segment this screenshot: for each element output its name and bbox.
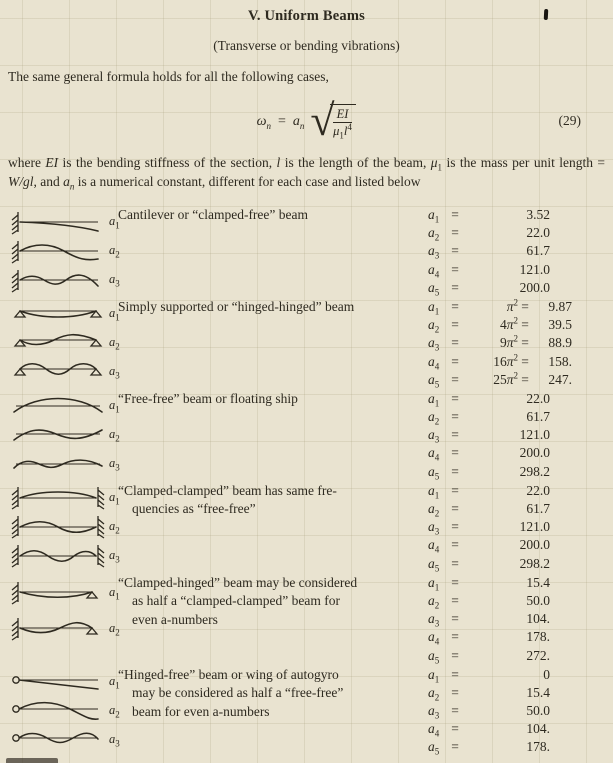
a-value-row: $a_1$ = 3.52 [428,207,550,225]
a-value-row: $a_3$ = 121.0 [428,519,550,537]
a-value-row: $a_3$ = 61.7 [428,243,550,262]
hinged-hinged-mode-2-diagram [8,329,108,355]
mode-row [8,265,118,294]
formula [256,96,357,145]
mode-label: $a_3$ [109,547,120,565]
free-free-mode-3-diagram [8,450,108,476]
fraction [333,107,353,139]
mode-label: $a_1$ [109,585,120,602]
mode-label: $a_3$ [109,455,120,473]
clamped-hinged-mode-2-diagram [8,616,108,642]
equation-29 [8,95,605,149]
case-description: Simply supported or “hinged-hinged” beam [118,298,355,314]
equals-sign: = [278,114,286,129]
a-value-row: $a_2$ = 50.0 [428,592,550,611]
case-description: Cantilever or “clamped-free” beam [118,207,309,222]
formula-lhs: $\omega_n$ [256,114,271,131]
free-free-mode-2-diagram [8,421,108,447]
a-value-row: $a_1$ = 0 [428,666,550,685]
mode-label: $a_3$ [109,731,120,749]
a-value-row: $a_3$ = 104. [428,611,550,629]
a-value-row: $a_5$ = 178. [428,739,550,758]
cantilever-mode-1-diagram [8,209,108,235]
scan-edge-artifact [6,758,58,763]
mode-row [8,696,118,725]
case-diagrams [8,481,118,573]
mode-row [8,391,118,420]
a-value-row: $a_4$ = 178. [428,629,550,647]
equation-number: (29) [558,113,581,128]
mode-label: $a_2$ [109,334,120,352]
case-values [428,573,605,665]
a-value-row: $a_3$ = 50.0 [428,703,550,721]
a-value-row: $a_2$ = 61.7 [428,409,550,427]
cantilever-mode-2-diagram [8,238,108,264]
case-values [428,481,605,573]
case-free-free [8,389,605,481]
case-clamped-hinged [8,573,605,665]
a-value-row: $a_5$ = 298.2 [428,463,550,482]
mode-label: $a_2$ [109,621,120,638]
mode-label: $a_1$ [109,673,120,691]
a-value-row: $a_3$ = 121.0 [428,427,550,445]
fraction-denominator: $\mu_1l^4$ [333,122,352,141]
mode-label: $a_2$ [109,518,120,536]
a-value-row: $a_5$ = $25\pi^2$ = 247. [428,370,572,390]
case-description: “Free-free” beam or floating ship [118,390,298,406]
mode-label: $a_1$ [109,397,120,415]
mode-row [8,420,118,449]
free-free-mode-1-diagram [8,392,108,418]
mode-label: $a_2$ [109,243,120,260]
hinged-hinged-mode-3-diagram [8,358,108,384]
mode-label: $a_2$ [109,702,120,720]
beam-cases-table [8,205,605,757]
case-diagrams [8,205,118,297]
a-value-row: $a_1$ = 15.4 [428,574,550,593]
case-clamped-clamped [8,481,605,573]
mode-label: $a_3$ [109,363,120,381]
mode-row [8,575,118,611]
mode-row [8,357,118,386]
mode-label: $a_2$ [109,426,120,444]
a-value-row: $a_4$ = 121.0 [428,261,550,280]
case-cantilever [8,205,605,297]
mode-row [8,512,118,541]
fraction-numerator: EI [333,107,353,123]
mode-label: $a_1$ [109,489,120,507]
clamped-clamped-mode-1-diagram [8,484,108,510]
mode-row [8,328,118,357]
a-value-row: $a_5$ = 298.2 [428,555,550,574]
case-description: “Hinged-free” beam or wing of autogyro may be considered as half a “free-free” beam for even a-numbers [118,666,344,719]
square-root [310,96,356,145]
a-value-row: $a_1$ = 22.0 [428,482,550,501]
case-diagrams [8,665,118,757]
mode-row [8,725,118,754]
mode-row [8,449,118,478]
case-values [428,389,605,481]
hinged-free-mode-2-diagram [8,697,108,723]
a-value-row: $a_4$ = $16\pi^2$ = 158. [428,352,572,372]
radical-sign: √ [310,96,335,145]
mode-row [8,667,118,696]
ink-blot-artifact [544,9,549,20]
hinged-hinged-mode-1-diagram [8,300,108,326]
a-value-row: $a_3$ = $9\pi^2$ = 88.9 [428,333,572,353]
mode-label: $a_1$ [109,214,120,231]
intro-text: The same general formula holds for all the following cases, [8,69,329,84]
mode-row [8,541,118,570]
case-description: “Clamped-clamped” beam has same fre- quencies as “free-free” [118,482,337,517]
case-values [428,665,605,757]
mode-row [8,611,118,647]
a-value-row: $a_2$ = $4\pi^2$ = 39.5 [428,315,572,335]
mode-row [8,207,118,236]
a-value-row: $a_5$ = 200.0 [428,279,550,298]
a-value-row: $a_2$ = 22.0 [428,225,550,243]
a-value-row: $a_4$ = 200.0 [428,537,550,556]
page-title: V. Uniform Beams [248,8,365,24]
a-value-row: $a_5$ = 272. [428,647,550,666]
case-hinged-hinged [8,297,605,389]
case-diagrams [8,297,118,389]
a-value-row: $a_1$ = $\pi^2$ = 9.87 [428,297,572,317]
case-values [428,297,605,389]
case-diagrams [8,573,118,665]
a-value-row: $a_4$ = 200.0 [428,445,550,464]
explanatory-paragraph: where EI is the bending stiffness of the section, l is the length of the beam, $\mu_1$ is the mass per unit length = W/gl, and $a_n$ is a numerical constant, different for each case and listed below [8,155,606,192]
a-value-row: $a_2$ = 15.4 [428,684,550,703]
clamped-hinged-mode-1-diagram [8,580,108,606]
hinged-free-mode-1-diagram [8,668,108,694]
clamped-clamped-mode-2-diagram [8,513,108,539]
cantilever-mode-3-diagram [8,267,108,293]
mode-row [8,483,118,512]
mode-row [8,236,118,265]
case-description: “Clamped-hinged” beam may be considered as half a “clamped-clamped” beam for even a-numbers [118,574,358,627]
mode-row [8,299,118,328]
case-hinged-free [8,665,605,757]
formula-coefficient: $a_n$ [292,114,305,131]
mode-label: $a_3$ [109,272,120,289]
case-values [428,205,605,297]
page-subtitle: (Transverse or bending vibrations) [213,38,400,53]
a-value-row: $a_4$ = 104. [428,721,550,739]
a-value-row: $a_1$ = 22.0 [428,390,550,409]
clamped-clamped-mode-3-diagram [8,542,108,568]
mode-label: $a_1$ [109,305,120,323]
case-diagrams [8,389,118,481]
a-value-row: $a_2$ = 61.7 [428,501,550,519]
hinged-free-mode-3-diagram [8,726,108,752]
